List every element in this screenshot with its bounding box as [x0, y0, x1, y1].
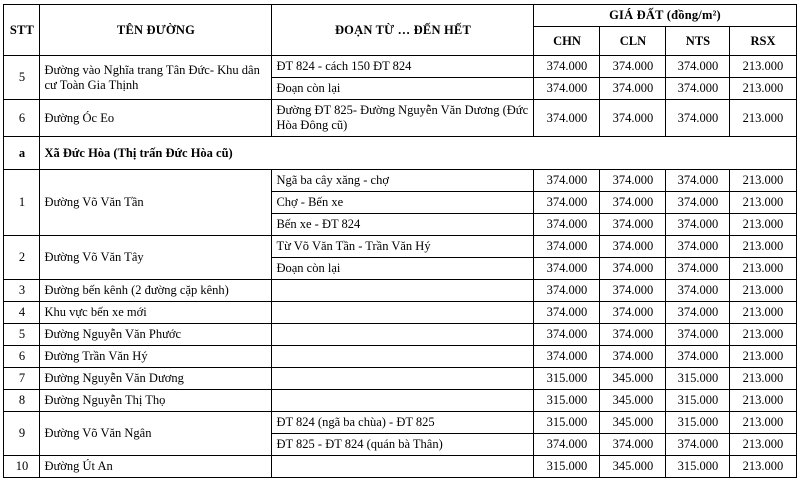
table-header-row-main: [4, 5, 796, 27]
cell-price-nts: 374.000: [666, 192, 730, 214]
cell-stt: 2: [4, 236, 40, 280]
cell-price-rsx: 213.000: [730, 390, 796, 412]
cell-price-nts: 374.000: [666, 78, 730, 100]
cell-price-cln: 345.000: [600, 368, 666, 390]
cell-stt: 9: [4, 412, 40, 456]
cell-group-title: Xã Đức Hòa (Thị trấn Đức Hòa cũ): [40, 137, 796, 170]
cell-price-rsx: 213.000: [730, 258, 796, 280]
cell-price-cln: 374.000: [600, 302, 666, 324]
column-header-rsx: RSX: [730, 27, 796, 56]
cell-price-nts: 374.000: [666, 258, 730, 280]
cell-price-cln: 374.000: [600, 324, 666, 346]
cell-segment: [272, 390, 534, 412]
cell-street-name: Đường Võ Văn Tây: [40, 236, 272, 280]
cell-price-chn: 374.000: [534, 56, 600, 78]
cell-price-nts: 374.000: [666, 346, 730, 368]
cell-street-name: Đường Võ Văn Tần: [40, 170, 272, 236]
column-header-cln: CLN: [600, 27, 666, 56]
cell-street-name: Đường Võ Văn Ngân: [40, 412, 272, 456]
cell-price-chn: 315.000: [534, 412, 600, 434]
cell-price-cln: 374.000: [600, 56, 666, 78]
cell-price-rsx: 213.000: [730, 280, 796, 302]
cell-segment: Ngã ba cây xăng - chợ: [272, 170, 534, 192]
cell-segment: Chợ - Bến xe: [272, 192, 534, 214]
table-row: [4, 100, 796, 137]
cell-street-name: Đường Nguyễn Văn Dương: [40, 368, 272, 390]
cell-price-rsx: 213.000: [730, 346, 796, 368]
cell-segment: Bến xe - ĐT 824: [272, 214, 534, 236]
cell-price-rsx: 213.000: [730, 214, 796, 236]
cell-price-cln: 374.000: [600, 214, 666, 236]
cell-stt: a: [4, 137, 40, 170]
cell-price-cln: 374.000: [600, 78, 666, 100]
table-row: [4, 390, 796, 412]
cell-street-name: Đường Nguyễn Thị Thọ: [40, 390, 272, 412]
cell-segment: ĐT 825 - ĐT 824 (quán bà Thân): [272, 434, 534, 456]
cell-stt: 8: [4, 390, 40, 412]
table-header: [4, 5, 796, 56]
cell-stt: 3: [4, 280, 40, 302]
cell-street-name: Đường Óc Eo: [40, 100, 272, 137]
cell-segment: Từ Võ Văn Tần - Trần Văn Hý: [272, 236, 534, 258]
cell-price-cln: 374.000: [600, 170, 666, 192]
cell-price-nts: 315.000: [666, 368, 730, 390]
cell-segment: Đoạn còn lại: [272, 258, 534, 280]
cell-price-cln: 345.000: [600, 390, 666, 412]
column-header-price-group: GIÁ ĐẤT (đồng/m²): [534, 5, 796, 27]
cell-segment: ĐT 824 (ngã ba chùa) - ĐT 825: [272, 412, 534, 434]
cell-price-chn: 374.000: [534, 434, 600, 456]
cell-price-rsx: 213.000: [730, 302, 796, 324]
cell-price-rsx: 213.000: [730, 456, 796, 478]
cell-segment: Đường ĐT 825- Đường Nguyễn Văn Dương (Đức Hòa Đông cũ): [272, 100, 534, 137]
cell-street-name: Đường Nguyễn Văn Phước: [40, 324, 272, 346]
cell-price-rsx: 213.000: [730, 100, 796, 137]
cell-price-cln: 374.000: [600, 258, 666, 280]
cell-segment: [272, 280, 534, 302]
table-row: [4, 456, 796, 478]
cell-price-chn: 374.000: [534, 236, 600, 258]
land-price-table: [3, 4, 796, 478]
table-row: [4, 346, 796, 368]
cell-segment: [272, 346, 534, 368]
cell-price-nts: 374.000: [666, 280, 730, 302]
cell-stt: 1: [4, 170, 40, 236]
cell-price-chn: 374.000: [534, 100, 600, 137]
table-row: [4, 56, 796, 78]
table-row: [4, 137, 796, 170]
cell-stt: 5: [4, 56, 40, 100]
cell-price-nts: 374.000: [666, 100, 730, 137]
cell-segment: [272, 324, 534, 346]
cell-street-name: Khu vực bến xe mới: [40, 302, 272, 324]
cell-price-nts: 315.000: [666, 390, 730, 412]
cell-price-chn: 374.000: [534, 192, 600, 214]
cell-price-rsx: 213.000: [730, 434, 796, 456]
cell-price-chn: 374.000: [534, 324, 600, 346]
cell-price-nts: 374.000: [666, 434, 730, 456]
cell-segment: Đoạn còn lại: [272, 78, 534, 100]
table-row: [4, 412, 796, 434]
cell-price-chn: 374.000: [534, 302, 600, 324]
column-header-segment: ĐOẠN TỪ … ĐẾN HẾT: [272, 5, 534, 56]
cell-price-chn: 374.000: [534, 346, 600, 368]
cell-price-cln: 374.000: [600, 346, 666, 368]
cell-stt: 4: [4, 302, 40, 324]
table-row: [4, 236, 796, 258]
column-header-street-name: TÊN ĐƯỜNG: [40, 5, 272, 56]
cell-price-rsx: 213.000: [730, 56, 796, 78]
cell-price-chn: 315.000: [534, 368, 600, 390]
cell-price-cln: 374.000: [600, 100, 666, 137]
cell-segment: [272, 368, 534, 390]
cell-price-nts: 374.000: [666, 214, 730, 236]
cell-stt: 6: [4, 100, 40, 137]
cell-price-nts: 374.000: [666, 302, 730, 324]
cell-price-rsx: 213.000: [730, 324, 796, 346]
cell-price-chn: 315.000: [534, 390, 600, 412]
table-body: [4, 56, 796, 478]
cell-price-cln: 374.000: [600, 236, 666, 258]
column-header-stt: STT: [4, 5, 40, 56]
cell-price-nts: 374.000: [666, 56, 730, 78]
cell-price-rsx: 213.000: [730, 236, 796, 258]
cell-price-chn: 315.000: [534, 456, 600, 478]
cell-stt: 10: [4, 456, 40, 478]
cell-price-chn: 374.000: [534, 78, 600, 100]
cell-stt: 5: [4, 324, 40, 346]
cell-stt: 7: [4, 368, 40, 390]
cell-stt: 6: [4, 346, 40, 368]
cell-price-cln: 345.000: [600, 412, 666, 434]
cell-price-cln: 374.000: [600, 280, 666, 302]
cell-price-rsx: 213.000: [730, 412, 796, 434]
cell-price-chn: 374.000: [534, 214, 600, 236]
cell-segment: ĐT 824 - cách 150 ĐT 824: [272, 56, 534, 78]
cell-segment: [272, 456, 534, 478]
cell-price-cln: 345.000: [600, 456, 666, 478]
table-row: [4, 302, 796, 324]
column-header-nts: NTS: [666, 27, 730, 56]
table-row: [4, 324, 796, 346]
table-row: [4, 368, 796, 390]
cell-segment: [272, 302, 534, 324]
cell-price-chn: 374.000: [534, 280, 600, 302]
cell-price-cln: 374.000: [600, 192, 666, 214]
cell-price-rsx: 213.000: [730, 368, 796, 390]
cell-price-cln: 374.000: [600, 434, 666, 456]
table-row: [4, 280, 796, 302]
cell-price-nts: 374.000: [666, 324, 730, 346]
cell-price-nts: 374.000: [666, 236, 730, 258]
cell-price-rsx: 213.000: [730, 78, 796, 100]
cell-price-rsx: 213.000: [730, 192, 796, 214]
cell-street-name: Đường Út An: [40, 456, 272, 478]
cell-price-nts: 374.000: [666, 170, 730, 192]
cell-price-rsx: 213.000: [730, 170, 796, 192]
cell-price-chn: 374.000: [534, 258, 600, 280]
cell-street-name: Đường bến kênh (2 đường cặp kênh): [40, 280, 272, 302]
table-row: [4, 170, 796, 192]
cell-price-nts: 315.000: [666, 456, 730, 478]
cell-price-chn: 374.000: [534, 170, 600, 192]
cell-street-name: Đường Trần Văn Hý: [40, 346, 272, 368]
cell-price-nts: 315.000: [666, 412, 730, 434]
cell-street-name: Đường vào Nghĩa trang Tân Đức- Khu dân cư Toàn Gia Thịnh: [40, 56, 272, 100]
column-header-chn: CHN: [534, 27, 600, 56]
